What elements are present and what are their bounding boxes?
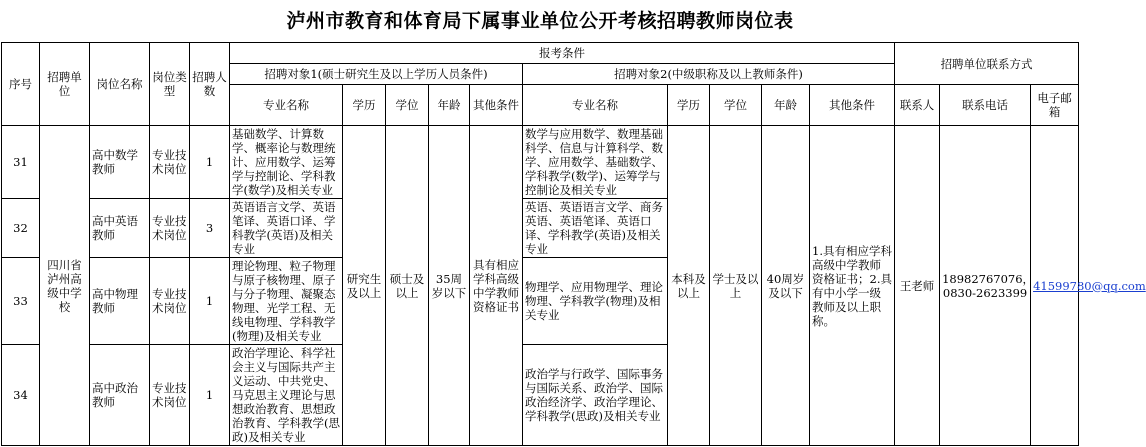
row-count: 1: [190, 258, 230, 345]
cell-g1-degree: 硕士及以上: [386, 126, 429, 446]
row-g2-major: 政治学与行政学、国际事务与国际关系、政治学、国际政治经济学、政治学理论、学科教学(思政)及相关专业: [523, 345, 668, 446]
row-g2-major: 数学与应用数学、数理基础科学、信息与计算科学、数学、应用数学、基础数学、学科教学(数学)、运筹学与控制论及相关专业: [523, 126, 668, 199]
row-position: 高中物理教师: [90, 258, 150, 345]
cell-contact: 王老师: [895, 126, 940, 446]
recruitment-table: [1, 42, 1146, 446]
cell-g2-degree: 学士及以上: [710, 126, 762, 446]
header-g2-major: 专业名称: [523, 85, 668, 126]
row-g1-major: 政治学理论、科学社会主义与国际共产主义运动、中共党史、马克思主义理论与思想政治教育、思想政治教育、学科教学(思政)及相关专业: [230, 345, 343, 446]
header-g2-other: 其他条件: [810, 85, 895, 126]
header-g1-degree: 学位: [386, 85, 429, 126]
email-link[interactable]: 41599780@qq.com: [1033, 278, 1146, 293]
row-position: 高中政治教师: [90, 345, 150, 446]
cell-g1-other: 具有相应学科高级中学教师资格证书: [470, 126, 523, 446]
header-seq: 序号: [2, 43, 40, 126]
header-contact: 联系人: [895, 85, 940, 126]
row-seq: 31: [2, 126, 40, 199]
row-type: 专业技术岗位: [150, 199, 190, 258]
cell-email: [1031, 126, 1146, 446]
header-g2-age: 年龄: [762, 85, 810, 126]
header-phone: 联系电话: [940, 85, 1031, 126]
row-seq: 33: [2, 258, 40, 345]
row-type: 专业技术岗位: [150, 126, 190, 199]
header-count: 招聘人数: [190, 43, 230, 126]
row-count: 1: [190, 345, 230, 446]
header-g2-education: 学历: [668, 85, 710, 126]
header-email: 电子邮箱: [1031, 85, 1079, 126]
cell-g2-other: 1.具有相应学科高级中学教师资格证书；2.具有中小学一级教师及以上职称。: [810, 126, 895, 446]
header-position: 岗位名称: [90, 43, 150, 126]
header-position-type: 岗位类型: [150, 43, 190, 126]
cell-g1-age: 35周岁以下: [429, 126, 470, 446]
header-g2-degree: 学位: [710, 85, 762, 126]
table-row: [2, 126, 1079, 199]
row-g1-major: 英语语言文学、英语笔译、英语口译、学科教学(英语)及相关专业: [230, 199, 343, 258]
row-position: 高中数学教师: [90, 126, 150, 199]
header-g1-major: 专业名称: [230, 85, 343, 126]
row-seq: 32: [2, 199, 40, 258]
row-type: 专业技术岗位: [150, 345, 190, 446]
header-group1: 招聘对象1(硕士研究生及以上学历人员条件): [230, 64, 523, 85]
cell-unit: 四川省泸州高级中学校: [40, 126, 90, 446]
header-g1-age: 年龄: [429, 85, 470, 126]
row-position: 高中英语教师: [90, 199, 150, 258]
header-unit: 招聘单位: [40, 43, 90, 126]
cell-g2-age: 40周岁及以下: [762, 126, 810, 446]
cell-phone: 18982767076，0830-2623399: [940, 126, 1031, 446]
header-contact-group: 招聘单位联系方式: [895, 43, 1079, 85]
header-g1-other: 其他条件: [470, 85, 523, 126]
header-g1-education: 学历: [343, 85, 386, 126]
row-type: 专业技术岗位: [150, 258, 190, 345]
row-g1-major: 理论物理、粒子物理与原子核物理、原子与分子物理、凝聚态物理、光学工程、无线电物理、学科教学(物理)及相关专业: [230, 258, 343, 345]
row-count: 1: [190, 126, 230, 199]
header-conditions: 报考条件: [230, 43, 895, 64]
row-g1-major: 基础数学、计算数学、概率论与数理统计、应用数学、运筹学与控制论、学科教学(数学)及相关专业: [230, 126, 343, 199]
row-g2-major: 英语、英语语言文学、商务英语、英语笔译、英语口译、学科教学(英语)及相关专业: [523, 199, 668, 258]
row-count: 3: [190, 199, 230, 258]
cell-g2-education: 本科及以上: [668, 126, 710, 446]
row-g2-major: 物理学、应用物理学、理论物理、学科教学(物理)及相关专业: [523, 258, 668, 345]
page-title: 泸州市教育和体育局下属事业单位公开考核招聘教师岗位表: [286, 10, 794, 32]
cell-g1-education: 研究生及以上: [343, 126, 386, 446]
row-seq: 34: [2, 345, 40, 446]
header-group2: 招聘对象2(中级职称及以上教师条件): [523, 64, 895, 85]
